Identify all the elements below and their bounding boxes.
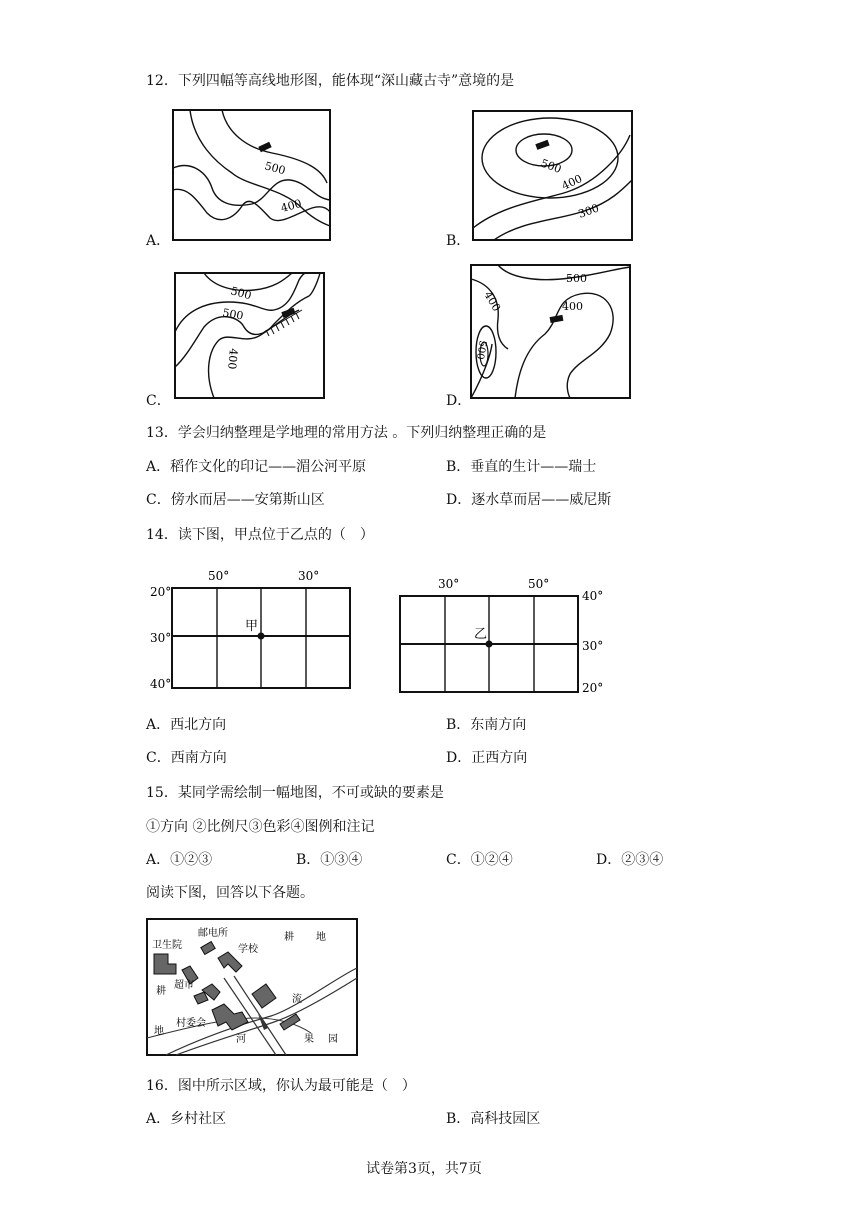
contour-line xyxy=(173,189,330,220)
lat-lon-grid-left xyxy=(146,562,358,694)
q13-stem: 13．学会归纳整理是学地理的常用方法 。下列归纳整理正确的是 xyxy=(146,425,547,441)
contour-label-500: 500 xyxy=(538,156,564,177)
contour-label-500: 500 xyxy=(566,272,587,285)
page-footer: 试卷第3页，共7页 xyxy=(366,1161,482,1177)
map-d-frame xyxy=(471,265,630,398)
q16-stem: 16．图中所示区域，你认为最可能是（ ） xyxy=(146,1078,416,1094)
lat-label: 20° xyxy=(582,681,604,695)
contour-label-300: 300 xyxy=(576,201,601,221)
q13-option-c: C．傍水而居——安第斯山区 xyxy=(146,492,325,508)
contour-label-500: 500 xyxy=(473,339,488,361)
label-hospital: 卫生院 xyxy=(152,940,182,951)
label-farmland: 地 xyxy=(316,932,326,943)
q13-option-d: D．逐水草而居——威尼斯 xyxy=(446,492,612,508)
q16-option-b: B．高科技园区 xyxy=(446,1111,541,1127)
contour-label-500: 500 xyxy=(229,284,253,303)
option-b-label: B． xyxy=(446,233,471,249)
lat-lon-grid-right xyxy=(394,570,608,696)
map-a-frame xyxy=(173,110,330,240)
option-d-label: D． xyxy=(446,393,472,409)
q12-stem: 12．下列四幅等高线地形图，能体现“深山藏古寺”意境的是 xyxy=(146,73,515,89)
contour-map-d xyxy=(470,264,632,400)
contour-map-c xyxy=(174,272,326,400)
label-village-committee: 村委会 xyxy=(176,1018,206,1029)
contour-line xyxy=(471,279,508,349)
q14-stem: 14．读下图，甲点位于乙点的（ ） xyxy=(146,527,374,543)
q15-option-d: D．②③④ xyxy=(596,852,664,868)
lon-label: 50° xyxy=(528,577,550,591)
q15-option-c: C．①②④ xyxy=(446,852,513,868)
map-b-frame xyxy=(473,111,632,240)
point-label-jia: 甲 xyxy=(245,619,259,634)
point-jia xyxy=(258,633,265,640)
q16-option-a: A．乡村社区 xyxy=(146,1111,227,1127)
label-farmland: 耕 xyxy=(156,986,166,997)
label-farmland: 地 xyxy=(154,1026,164,1037)
label-farmland: 耕 xyxy=(284,932,294,943)
contour-label-400: 400 xyxy=(559,172,585,193)
contour-label-400: 400 xyxy=(225,347,240,370)
lon-label: 30° xyxy=(298,569,320,583)
label-school: 学校 xyxy=(238,944,258,955)
q13-option-b: B．垂直的生计——瑞士 xyxy=(446,459,597,475)
temple-symbol xyxy=(550,315,564,323)
contour-map-a xyxy=(172,108,332,242)
temple-symbol xyxy=(535,140,549,150)
q15-stem: 15．某同学需绘制一幅地图，不可或缺的要素是 xyxy=(146,785,444,801)
q13-option-a: A．稻作文化的印记——湄公河平原 xyxy=(146,459,367,475)
contour-map-b xyxy=(472,110,634,242)
contour-label-400: 400 xyxy=(481,289,504,314)
label-river: 河 xyxy=(236,1034,246,1045)
lon-label: 50° xyxy=(208,569,230,583)
reading-intro: 阅读下图，回答以下各题。 xyxy=(146,885,314,901)
lat-label: 20° xyxy=(150,585,172,599)
contour-label-500: 500 xyxy=(221,306,245,323)
contour-label-400: 400 xyxy=(562,300,583,313)
contour-line xyxy=(209,310,299,398)
point-label-yi: 乙 xyxy=(474,627,488,642)
village-map xyxy=(146,918,358,1056)
q14-option-c: C．西南方向 xyxy=(146,750,227,766)
lat-label: 40° xyxy=(150,677,172,691)
contour-label-500: 500 xyxy=(263,159,287,178)
contour-line xyxy=(473,135,630,228)
q14-option-b: B．东南方向 xyxy=(446,717,527,733)
label-supermarket: 超市 xyxy=(174,980,194,991)
contour-label-400: 400 xyxy=(279,196,304,215)
q15-items: ①方向 ②比例尺③色彩④图例和注记 xyxy=(146,819,375,835)
q15-option-a: A．①②③ xyxy=(146,852,213,868)
lat-label: 30° xyxy=(582,639,604,653)
contour-line xyxy=(175,273,320,367)
q15-option-b: B．①③④ xyxy=(296,852,363,868)
option-c-label: C． xyxy=(146,393,171,409)
label-river: 流 xyxy=(292,994,302,1005)
contour-line xyxy=(498,265,630,280)
q14-option-a: A．西北方向 xyxy=(146,717,227,733)
lat-label: 40° xyxy=(582,589,604,603)
label-orchard: 园 xyxy=(328,1034,338,1045)
label-orchard: 果 xyxy=(304,1034,314,1045)
lon-label: 30° xyxy=(438,577,460,591)
option-a-label: A． xyxy=(146,233,171,249)
label-post-office: 邮电所 xyxy=(198,928,228,939)
q14-option-d: D．正西方向 xyxy=(446,750,528,766)
lat-label: 30° xyxy=(150,631,172,645)
